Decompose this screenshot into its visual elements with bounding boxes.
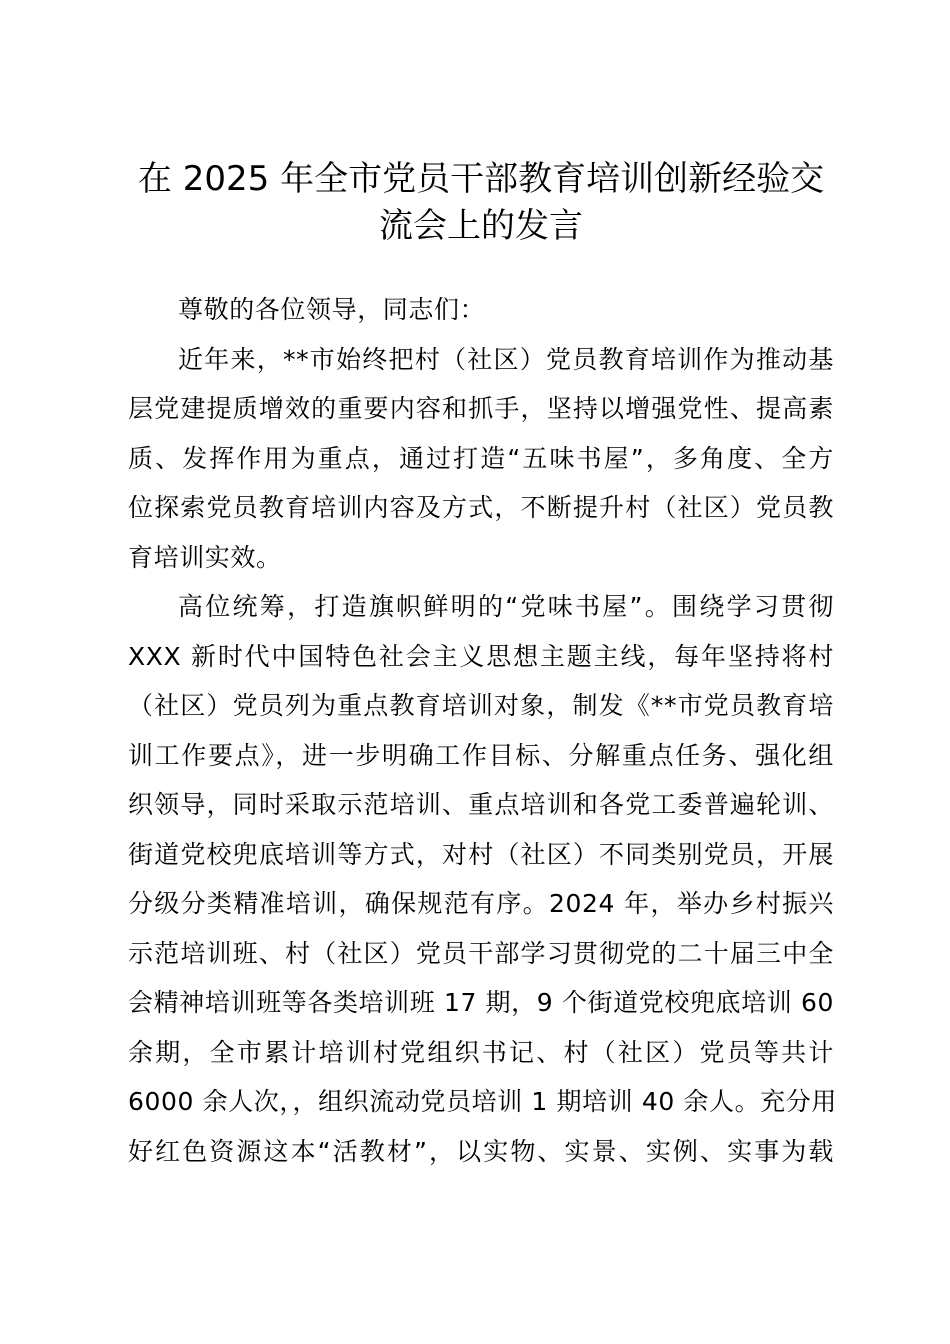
paragraph-line: 层党建提质增效的重要内容和抓手，坚持以增强党性、提高素: [128, 394, 834, 423]
paragraph-line: 位探索党员教育培训内容及方式，不断提升村（社区）党员教: [128, 493, 834, 522]
paragraph-party-flavor: [128, 582, 837, 1176]
paragraph-line: 示范培训班、村（社区）党员干部学习贯彻党的二十届三中全: [128, 938, 834, 968]
paragraph-intro: [128, 335, 834, 583]
salutation-text: 尊敬的各位领导，同志们：: [178, 295, 486, 324]
paragraph-line: 高位统筹，打造旗帜鲜明的“党味书屋”。围绕学习贯彻: [178, 592, 834, 621]
paragraph-line: 育培训实效。: [128, 542, 282, 572]
document-body: [128, 285, 837, 1176]
salutation: [128, 285, 834, 335]
title-line-2: 流会上的发言: [379, 206, 583, 246]
paragraph-line: 会精神培训班等各类培训班 17 期，9 个街道党校兜底培训 60: [128, 988, 834, 1017]
paragraph-line: 质、发挥作用为重点，通过打造“五味书屋”，多角度、全方: [128, 443, 834, 473]
paragraph-line: （社区）党员列为重点教育培训对象，制发《**市党员教育培: [128, 691, 834, 720]
paragraph-line: 训工作要点》，进一步明确工作目标、分解重点任务、强化组: [128, 740, 834, 770]
title-line-1: 在 2025 年全市党员干部教育培训创新经验交: [137, 159, 825, 199]
paragraph-line: 近年来，**市始终把村（社区）党员教育培训作为推动基: [178, 344, 834, 374]
paragraph-line: 街道党校兜底培训等方式，对村（社区）不同类别党员，开展: [128, 839, 834, 869]
paragraph-line: 6000 余人次，，组织流动党员培训 1 期培训 40 余人。充分用: [128, 1087, 837, 1116]
paragraph-line: 织领导，同时采取示范培训、重点培训和各党工委普遍轮训、: [128, 790, 834, 819]
paragraph-line: 好红色资源这本“活教材”，以实物、实景、实例、实事为载: [128, 1136, 834, 1166]
paragraph-line: 分级分类精准培训，确保规范有序。2024 年，举办乡村振兴: [128, 889, 834, 918]
document-title: [128, 156, 834, 250]
paragraph-line: XXX 新时代中国特色社会主义思想主题主线，每年坚持将村: [128, 641, 834, 671]
paragraph-line: 余期，全市累计培训村党组织书记、村（社区）党员等共计: [128, 1037, 834, 1067]
